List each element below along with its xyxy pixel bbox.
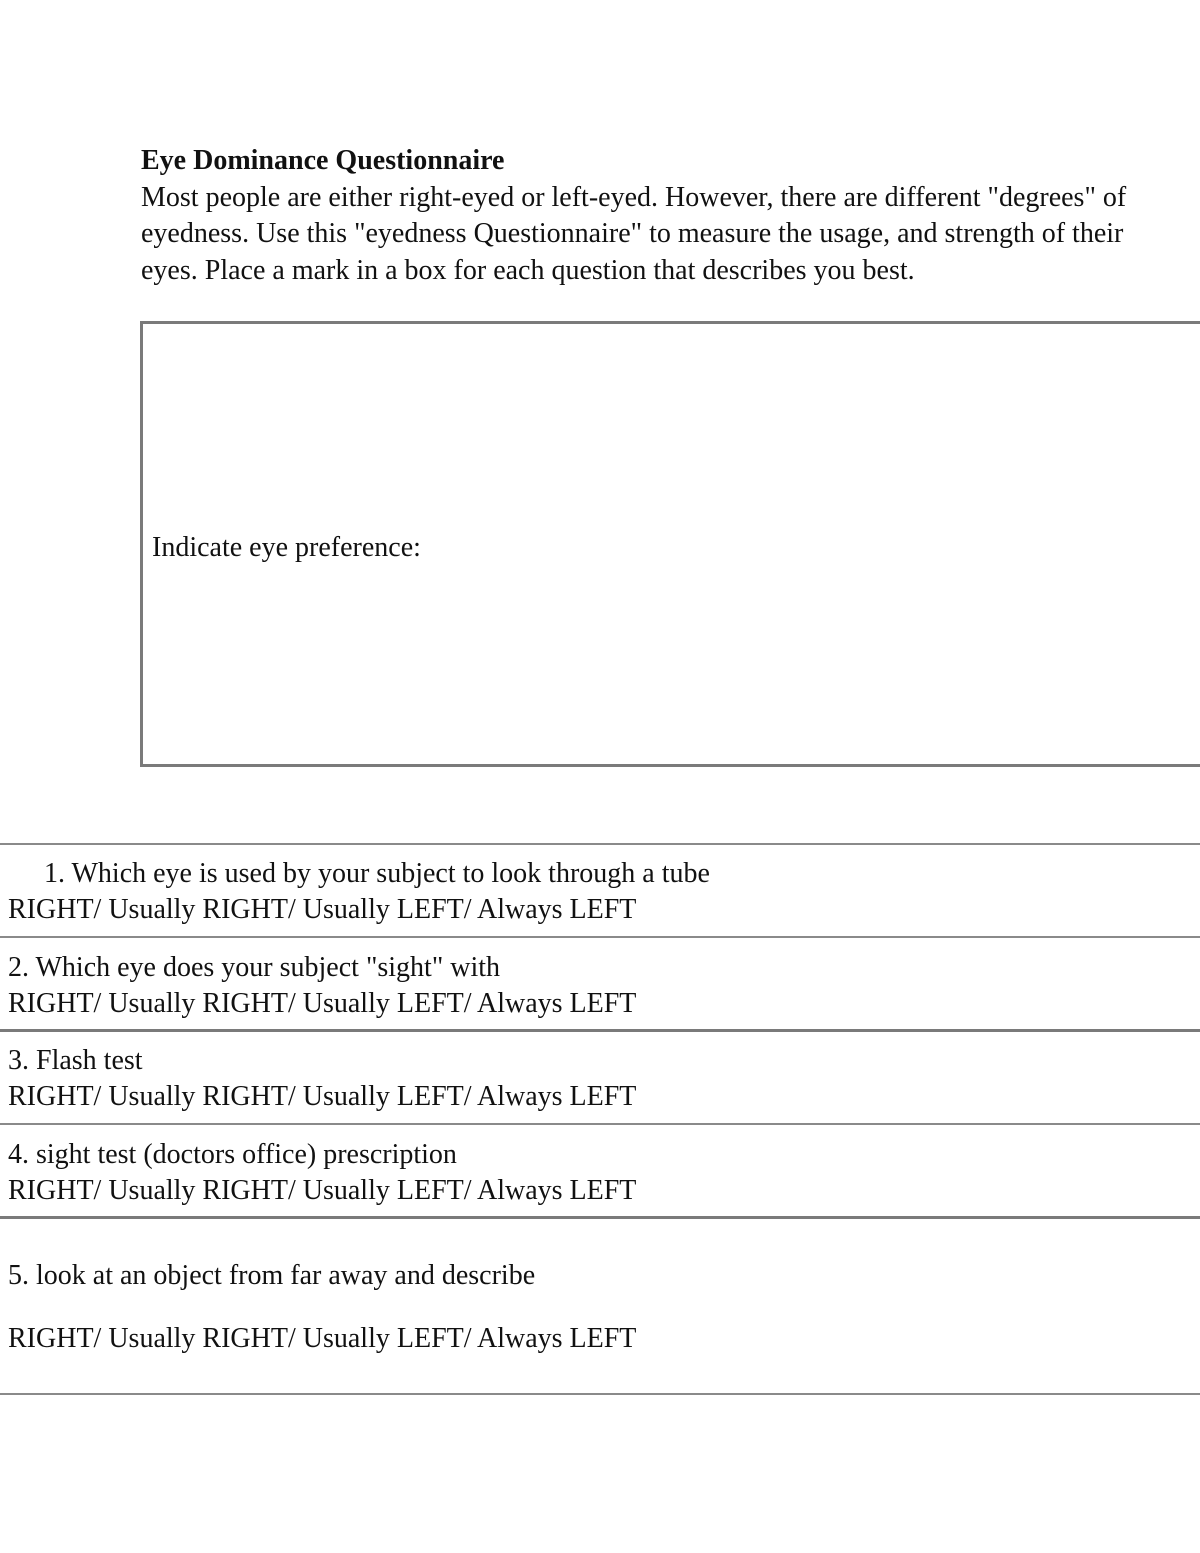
question-text: 1. Which eye is used by your subject to look through a tube (44, 858, 710, 889)
eye-preference-label: Indicate eye preference: (152, 532, 421, 563)
answer-options[interactable]: RIGHT/ Usually RIGHT/ Usually LEFT/ Always LEFT (8, 894, 637, 925)
intro-section (141, 143, 1141, 289)
question-item (8, 856, 1188, 928)
answer-options[interactable]: RIGHT/ Usually RIGHT/ Usually LEFT/ Always LEFT (8, 988, 637, 1019)
divider (0, 1393, 1200, 1395)
answer-options[interactable]: RIGHT/ Usually RIGHT/ Usually LEFT/ Always LEFT (8, 1175, 637, 1206)
question-text: 5. look at an object from far away and describe (8, 1260, 536, 1291)
question-text: 2. Which eye does your subject "sight" with (8, 952, 501, 983)
divider (0, 936, 1200, 938)
question-item (8, 1043, 1188, 1115)
question-item (8, 1258, 1188, 1357)
question-item (8, 1137, 1188, 1209)
question-text: 3. Flash test (8, 1045, 143, 1076)
divider (0, 1029, 1200, 1032)
divider (0, 843, 1200, 845)
document-title: Eye Dominance Questionnaire (141, 145, 505, 176)
answer-options[interactable]: RIGHT/ Usually RIGHT/ Usually LEFT/ Always LEFT (8, 1323, 637, 1354)
intro-paragraph: Most people are either right-eyed or left-eyed. However, there are different "degrees" of eyedness. Use this "eyedness Questionnaire" to measure the usage, and strength of their eyes. Place a mark in a box for each question that describes you best. (141, 181, 1127, 286)
divider (0, 1123, 1200, 1125)
question-item (8, 950, 1188, 1022)
question-text: 4. sight test (doctors office) prescription (8, 1139, 457, 1170)
divider (0, 1216, 1200, 1219)
eye-preference-box[interactable] (140, 321, 1200, 767)
answer-options[interactable]: RIGHT/ Usually RIGHT/ Usually LEFT/ Always LEFT (8, 1081, 637, 1112)
